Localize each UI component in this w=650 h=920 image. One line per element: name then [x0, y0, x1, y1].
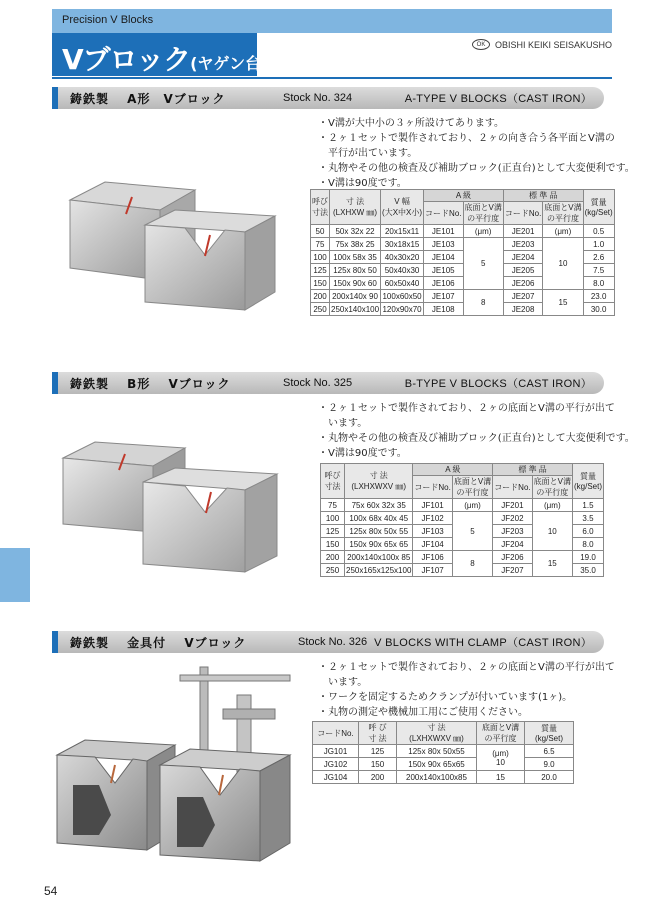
section-band-b-type — [52, 372, 604, 394]
table-row: 75 75x 38x 25 30x18x15 JE103 5 JE203 10 1.0 — [311, 238, 615, 251]
col-code-a: コードNo. — [424, 202, 463, 225]
feature-list — [318, 116, 635, 191]
table-row: 250 250x165x125x100 JF107 JF207 35.0 — [321, 564, 604, 577]
brand-name: OBISHI KEIKI SEISAKUSHO — [495, 39, 613, 50]
title-box — [52, 33, 269, 76]
table-row: 50 50x 32x 22 20x15x11 JE101 (μm) JE201 (μm) 0.5 — [311, 225, 615, 238]
section-title-en: B-TYPE V BLOCKS（CAST IRON） — [404, 378, 592, 390]
table-row: 125 125x 80x 50x 55 JF103 JF203 6.0 — [321, 525, 604, 538]
table-row: 100 100x 68x 40x 45 JF102 5 JF202 10 3.5 — [321, 512, 604, 525]
table-row: 100 100x 58x 35 40x30x20 JE104 JE204 2.6 — [311, 251, 615, 264]
section-title-ja: 鋳鉄製 B形 Vブロック — [70, 376, 231, 391]
stock-number: Stock No. 326 — [298, 636, 368, 648]
section-band-a-type — [52, 87, 604, 109]
feature-item: ・丸物やその他の検査及び補助ブロック(正直台)として大変便利です。 — [318, 163, 635, 174]
page-title: Vブロック(ヤゲン台) — [62, 43, 269, 76]
col-code-standard: コードNo. — [503, 202, 542, 225]
page-subtitle: (ヤゲン台) — [190, 54, 269, 73]
parallelism-a-value: 5 — [452, 512, 492, 551]
stock-number: Stock No. 324 — [283, 92, 353, 104]
spec-table-with-clamp — [312, 721, 574, 784]
spec-table-b-type — [320, 463, 604, 577]
spec-table-a-type — [310, 189, 615, 316]
table-row: 125 125x 80x 50 50x40x30 JE105 JE205 7.5 — [311, 264, 615, 277]
parallelism-standard-value: 15 — [532, 551, 572, 577]
col-dimensions: 寸 法 (LXHXW ㎜) — [330, 190, 381, 225]
feature-item: 平行が出ています。 — [318, 148, 418, 159]
section-title-en: V BLOCKS WITH CLAMP（CAST IRON） — [374, 637, 592, 649]
v-block-with-clamp-photo — [55, 665, 295, 865]
col-weight: 質量 (kg/Set) — [583, 190, 614, 225]
b-type-v-block-photo — [55, 440, 285, 580]
page-number: 54 — [44, 884, 58, 898]
col-size: 呼 び 寸 法 — [359, 722, 397, 745]
feature-item: ・丸物やその他の検査及び補助ブロック(正直台)として大変便利です。 — [318, 433, 635, 444]
col-parallel-a: 底面とV溝 の平行度 — [464, 203, 502, 223]
parallelism-a-value: 8 — [452, 551, 492, 577]
col-parallel: 底面とV溝 の平行度 — [477, 722, 525, 745]
table-row: 250 250x140x100 120x90x70 JE108 JE208 30.0 — [311, 303, 615, 316]
col-code-standard: コードNo. — [493, 476, 532, 499]
col-code-a: コードNo. — [413, 476, 452, 499]
feature-item: ・２ヶ１セットで製作されており、２ヶの底面とV溝の平行が出て — [318, 662, 615, 673]
feature-item: います。 — [318, 418, 368, 429]
feature-item: ・２ヶ１セットで製作されており、２ヶの向き合う各平面とV溝の — [318, 133, 615, 144]
parallelism-standard-value: 15 — [543, 290, 583, 316]
side-index-tab — [0, 548, 30, 602]
col-group-grade-a: A 級 — [413, 464, 493, 476]
col-parallel-standard: 底面とV溝 の平行度 — [533, 477, 571, 497]
table-row: 150 150x 90x 60 60x50x40 JE106 JE206 8.0 — [311, 277, 615, 290]
table-row: 75 75x 60x 32x 35 JF101 (μm) JF201 (μm) 1.5 — [321, 499, 604, 512]
col-code: コードNo. — [313, 722, 359, 745]
parallelism-standard-value: 10 — [543, 238, 583, 290]
feature-item: ・丸物の測定や機械加工用にご使用ください。 — [318, 707, 528, 718]
col-group-grade-a: A 級 — [424, 190, 504, 202]
feature-item: ・V溝は90度です。 — [318, 448, 407, 459]
parallelism-value: 15 — [477, 771, 525, 784]
feature-item: ・ワークを固定するためクランプが付いています(1ヶ)。 — [318, 692, 573, 703]
category-label: Precision V Blocks — [62, 14, 154, 26]
table-row: JG102 150 150x 90x 65x65 9.0 — [313, 758, 574, 771]
a-type-v-block-photo — [60, 180, 290, 320]
feature-item: ・２ヶ１セットで製作されており、２ヶの底面とV溝の平行が出て — [318, 403, 615, 414]
table-row: 200 200x140x 90 100x60x50 JE107 8 JE207 15 23.0 — [311, 290, 615, 303]
col-weight: 質量 (kg/Set) — [525, 722, 574, 745]
parallelism-standard-value: 10 — [532, 512, 572, 551]
feature-item: います。 — [318, 677, 368, 688]
parallelism-value: (μm) 10 — [477, 745, 525, 771]
table-row: 200 200x140x100x 85 JF106 8 JF206 15 19.0 — [321, 551, 604, 564]
feature-item: ・V溝が大中小の３ヶ所設けてあります。 — [318, 118, 505, 129]
col-parallel-standard: 底面とV溝 の平行度 — [544, 203, 582, 223]
table-row: JG101 125 125x 80x 50x55 (μm) 10 6.5 — [313, 745, 574, 758]
col-weight: 質量 (kg/Set) — [572, 464, 603, 499]
parallelism-a-value: 5 — [463, 238, 503, 290]
category-bar — [52, 9, 612, 33]
section-title-ja: 鋳鉄製 A形 Vブロック — [70, 91, 226, 106]
brand-logo-icon: OK — [472, 39, 490, 50]
stock-number: Stock No. 325 — [283, 377, 353, 389]
col-v-width: V 幅 (大X中X小) — [381, 190, 424, 225]
col-size: 呼び 寸法 — [311, 190, 330, 225]
col-group-standard: 標 準 品 — [503, 190, 583, 202]
table-row: JG104 200 200x140x100x85 15 20.0 — [313, 771, 574, 784]
col-size: 呼び 寸法 — [321, 464, 345, 499]
col-dimensions: 寸 法 (LXHXWXV ㎜) — [397, 722, 477, 745]
col-dimensions: 寸 法 (LXHXWXV ㎜) — [345, 464, 413, 499]
section-title-ja: 鋳鉄製 金具付 Vブロック — [70, 635, 247, 650]
brand — [472, 39, 612, 50]
section-band-with-clamp — [52, 631, 604, 653]
title-rule — [52, 77, 612, 79]
feature-list — [318, 660, 615, 720]
parallelism-a-value: 8 — [463, 290, 503, 316]
col-parallel-a: 底面とV溝 の平行度 — [453, 477, 492, 497]
feature-item: ・V溝は90度です。 — [318, 178, 407, 189]
feature-list — [318, 401, 635, 461]
table-row: 150 150x 90x 65x 65 JF104 JF204 8.0 — [321, 538, 604, 551]
section-title-en: A-TYPE V BLOCKS（CAST IRON） — [404, 93, 592, 105]
col-group-standard: 標 準 品 — [493, 464, 573, 476]
